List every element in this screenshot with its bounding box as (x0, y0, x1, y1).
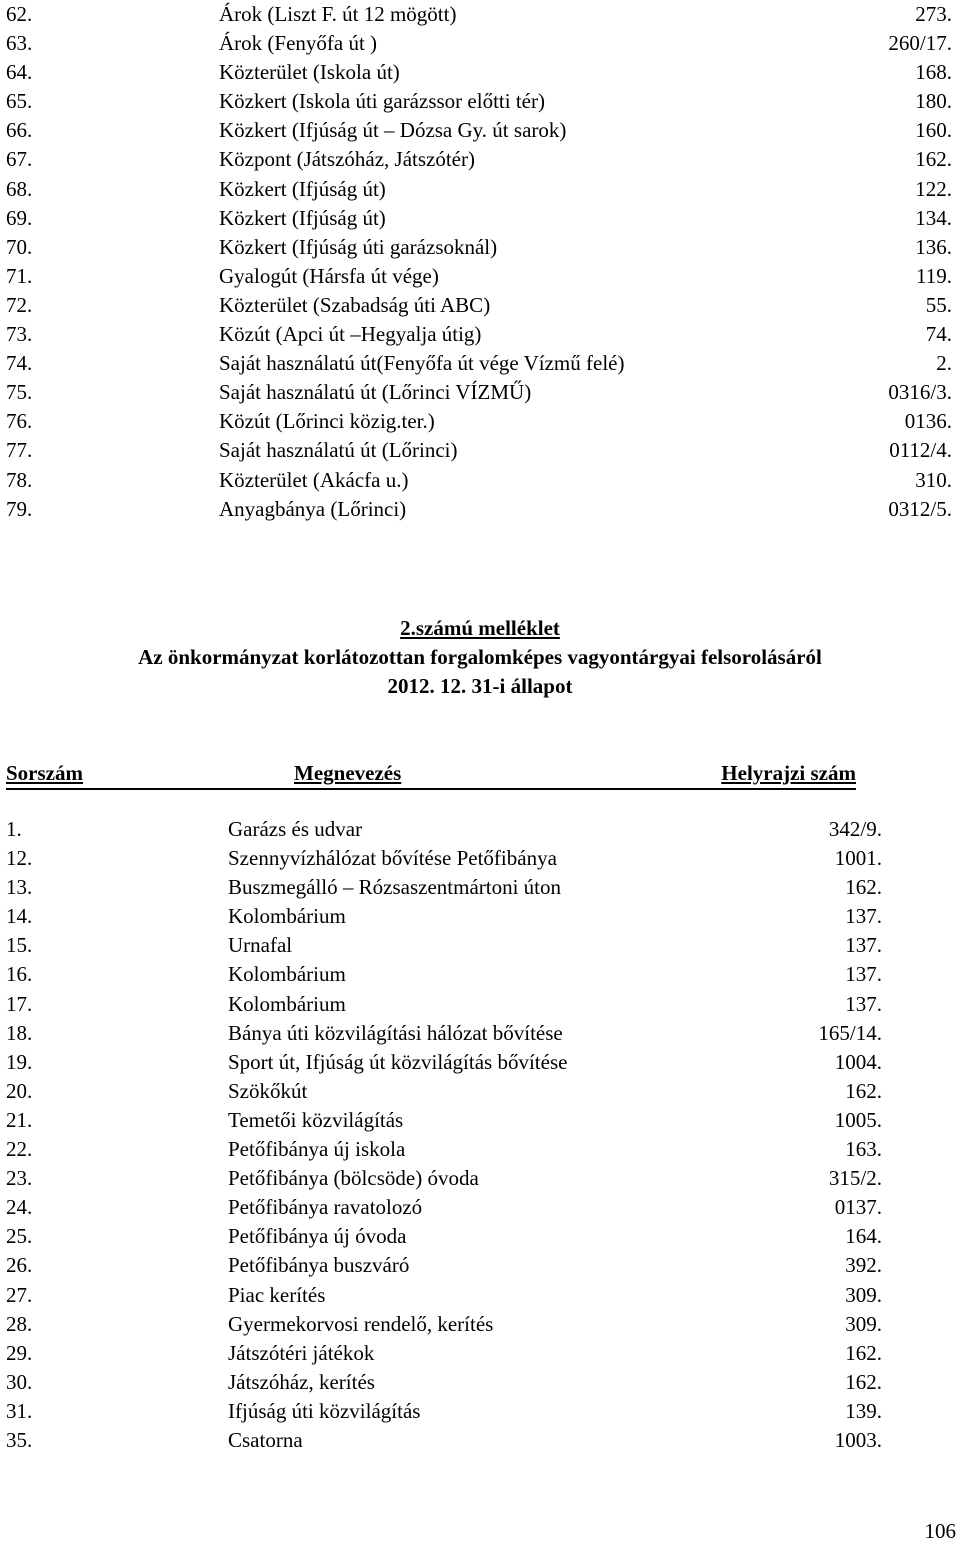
row-parcel-number: 162. (915, 147, 952, 172)
table-row (0, 1426, 960, 1455)
table-row (0, 815, 960, 844)
row-parcel-number: 134. (915, 205, 952, 230)
row-number: 77. (6, 438, 33, 463)
row-parcel-number: 55. (925, 292, 952, 317)
table-row (0, 1106, 960, 1135)
row-name: Közkert (Ifjúság úti garázsoknál) (219, 234, 498, 259)
row-number: 65. (6, 89, 33, 114)
column-header-parcel: Helyrajzi szám (721, 761, 856, 785)
row-name: Petőfibánya ravatolozó (228, 1195, 423, 1220)
table-row (0, 873, 960, 902)
row-number: 13. (6, 875, 33, 900)
row-name: Petőfibánya buszváró (228, 1253, 410, 1278)
table-row (0, 29, 960, 58)
table-row (0, 1281, 960, 1310)
row-parcel-number: 1005. (834, 1107, 882, 1132)
row-parcel-number: 74. (925, 322, 952, 347)
row-name: Közút (Apci út –Hegyalja útig) (219, 322, 482, 347)
row-number: 69. (6, 205, 33, 230)
row-number: 74. (6, 351, 33, 376)
column-header-number: Sorszám (6, 761, 83, 785)
row-parcel-number: 1001. (834, 846, 882, 871)
table-row (0, 436, 960, 465)
row-parcel-number: 0137. (834, 1195, 882, 1220)
table-row (0, 378, 960, 407)
row-name: Sport út, Ifjúság út közvilágítás bővítése (228, 1049, 568, 1074)
row-parcel-number: 180. (915, 89, 952, 114)
row-parcel-number: 392. (845, 1253, 882, 1278)
row-parcel-number: 273. (915, 2, 952, 26)
row-number: 24. (6, 1195, 33, 1220)
table-row (0, 1397, 960, 1426)
row-parcel-number: 309. (845, 1311, 882, 1336)
row-number: 75. (6, 380, 33, 405)
row-name: Közkert (Iskola úti garázssor előtti tér) (219, 89, 545, 114)
table-row (0, 495, 960, 524)
row-name: Közkert (Ifjúság út) (219, 205, 386, 230)
row-name: Petőfibánya új óvoda (228, 1224, 407, 1249)
row-number: 26. (6, 1253, 33, 1278)
table-row (0, 902, 960, 931)
row-name: Árok (Fenyőfa út ) (219, 31, 378, 56)
row-parcel-number: 163. (845, 1137, 882, 1162)
table-row (0, 1251, 960, 1280)
table-row (0, 1077, 960, 1106)
table-row (0, 1222, 960, 1251)
row-name: Kolombárium (228, 991, 346, 1016)
row-name: Játszóház, kerítés (228, 1369, 375, 1394)
row-name: Saját használatú út(Fenyőfa út vége Vízmű felé) (219, 351, 625, 376)
row-name: Csatorna (228, 1427, 303, 1452)
row-number: 72. (6, 292, 33, 317)
row-name: Gyermekorvosi rendelő, kerítés (228, 1311, 494, 1336)
table-row (0, 233, 960, 262)
row-parcel-number: 1003. (834, 1427, 882, 1452)
row-number: 18. (6, 1020, 33, 1045)
table-row (0, 1310, 960, 1339)
row-name: Buszmegálló – Rózsaszentmártoni úton (228, 875, 562, 900)
row-number: 35. (6, 1427, 33, 1452)
row-number: 73. (6, 322, 33, 347)
row-parcel-number: 1004. (834, 1049, 882, 1074)
row-name: Piac kerítés (228, 1282, 326, 1307)
row-parcel-number: 162. (845, 1369, 882, 1394)
row-parcel-number: 0312/5. (888, 496, 952, 521)
table-row (0, 1048, 960, 1077)
table-row (0, 87, 960, 116)
table-row (0, 844, 960, 873)
row-parcel-number: 164. (845, 1224, 882, 1249)
page-number: 106 (924, 1519, 956, 1543)
row-number: 22. (6, 1137, 33, 1162)
row-name: Bánya úti közvilágítási hálózat bővítése (228, 1020, 563, 1045)
row-parcel-number: 2. (936, 351, 952, 376)
row-number: 14. (6, 904, 33, 929)
row-number: 28. (6, 1311, 33, 1336)
row-parcel-number: 122. (915, 176, 952, 201)
row-name: Szennyvízhálózat bővítése Petőfibánya (228, 846, 557, 871)
row-number: 79. (6, 496, 33, 521)
table-row (0, 466, 960, 495)
annex-subtitle: Az önkormányzat korlátozottan forgalomképes vagyontárgyai felsorolásáról (138, 645, 822, 669)
row-parcel-number: 160. (915, 118, 952, 143)
row-parcel-number: 119. (916, 263, 952, 288)
row-number: 62. (6, 2, 33, 26)
row-name: Saját használatú út (Lőrinci VÍZMŰ) (219, 380, 532, 405)
row-number: 25. (6, 1224, 33, 1249)
table-row (0, 204, 960, 233)
row-parcel-number: 310. (915, 467, 952, 492)
row-name: Játszótéri játékok (228, 1340, 375, 1365)
row-parcel-number: 165/14. (818, 1020, 882, 1045)
table-row (0, 960, 960, 989)
restricted-assets-list (0, 815, 960, 1455)
row-parcel-number: 0136. (904, 409, 952, 434)
table-row (0, 407, 960, 436)
annex-title-text: 2.számú melléklet (400, 616, 560, 640)
row-parcel-number: 315/2. (828, 1166, 882, 1191)
row-name: Garázs és udvar (228, 817, 363, 841)
row-parcel-number: 0316/3. (888, 380, 952, 405)
table-row (0, 1368, 960, 1397)
row-name: Petőfibánya (bölcsöde) óvoda (228, 1166, 479, 1191)
table-header (6, 758, 856, 790)
row-name: Közterület (Szabadság úti ABC) (219, 292, 491, 317)
row-number: 70. (6, 234, 33, 259)
row-name: Kolombárium (228, 962, 346, 987)
table-row (0, 116, 960, 145)
row-number: 23. (6, 1166, 33, 1191)
row-number: 76. (6, 409, 33, 434)
column-header-name: Megnevezés (294, 761, 402, 785)
row-number: 15. (6, 933, 33, 958)
table-row (0, 262, 960, 291)
table-row (0, 145, 960, 174)
row-name: Urnafal (228, 933, 293, 958)
row-parcel-number: 162. (845, 1340, 882, 1365)
row-name: Temetői közvilágítás (228, 1107, 404, 1132)
table-row (0, 1193, 960, 1222)
row-parcel-number: 136. (915, 234, 952, 259)
table-row (0, 931, 960, 960)
row-name: Ifjúság úti közvilágítás (228, 1398, 421, 1423)
row-number: 17. (6, 991, 33, 1016)
row-parcel-number: 137. (845, 991, 882, 1016)
row-number: 64. (6, 60, 33, 85)
row-name: Gyalogút (Hársfa út vége) (219, 263, 439, 288)
row-number: 66. (6, 118, 33, 143)
table-row (0, 1164, 960, 1193)
row-name: Közterület (Iskola út) (219, 60, 400, 85)
row-number: 19. (6, 1049, 33, 1074)
table-row (0, 0, 960, 29)
row-name: Petőfibánya új iskola (228, 1137, 406, 1162)
table-row (0, 1339, 960, 1368)
row-number: 27. (6, 1282, 33, 1307)
row-number: 67. (6, 147, 33, 172)
row-number: 30. (6, 1369, 33, 1394)
table-row (0, 175, 960, 204)
row-number: 31. (6, 1398, 33, 1423)
row-number: 16. (6, 962, 33, 987)
row-parcel-number: 342/9. (828, 817, 882, 841)
row-name: Közkert (Ifjúság út) (219, 176, 386, 201)
property-list-continued (0, 0, 960, 524)
table-row (0, 320, 960, 349)
table-row (0, 1135, 960, 1164)
table-row (0, 349, 960, 378)
row-number: 29. (6, 1340, 33, 1365)
row-number: 71. (6, 263, 33, 288)
annex-title (0, 614, 960, 643)
row-parcel-number: 162. (845, 875, 882, 900)
row-parcel-number: 260/17. (888, 31, 952, 56)
row-parcel-number: 137. (845, 904, 882, 929)
row-number: 1. (6, 817, 22, 841)
row-name: Központ (Játszóház, Játszótér) (219, 147, 475, 172)
row-parcel-number: 162. (845, 1078, 882, 1103)
row-parcel-number: 168. (915, 60, 952, 85)
row-name: Közkert (Ifjúság út – Dózsa Gy. út sarok) (219, 118, 567, 143)
row-parcel-number: 137. (845, 962, 882, 987)
row-name: Saját használatú út (Lőrinci) (219, 438, 458, 463)
table-row (0, 1019, 960, 1048)
row-name: Kolombárium (228, 904, 346, 929)
row-number: 68. (6, 176, 33, 201)
row-number: 63. (6, 31, 33, 56)
row-name: Szökőkút (228, 1078, 308, 1103)
table-row (0, 58, 960, 87)
row-name: Közút (Lőrinci közig.ter.) (219, 409, 435, 434)
table-row (0, 990, 960, 1019)
row-parcel-number: 0112/4. (889, 438, 952, 463)
row-name: Anyagbánya (Lőrinci) (219, 496, 407, 521)
row-name: Közterület (Akácfa u.) (219, 467, 409, 492)
row-number: 21. (6, 1107, 33, 1132)
annex-date: 2012. 12. 31-i állapot (387, 674, 573, 698)
row-number: 12. (6, 846, 33, 871)
row-parcel-number: 137. (845, 933, 882, 958)
row-number: 20. (6, 1078, 33, 1103)
row-number: 78. (6, 467, 33, 492)
table-row (0, 291, 960, 320)
row-parcel-number: 139. (845, 1398, 882, 1423)
row-name: Árok (Liszt F. út 12 mögött) (219, 2, 457, 26)
row-parcel-number: 309. (845, 1282, 882, 1307)
